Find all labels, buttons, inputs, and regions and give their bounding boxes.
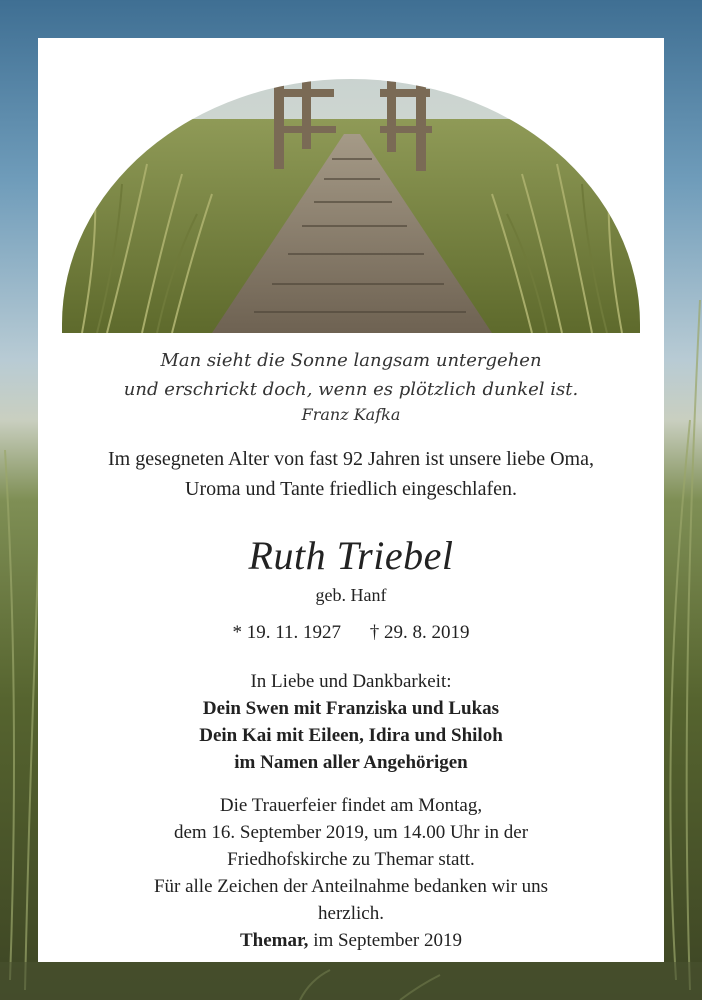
mourner-line: im Namen aller Angehörigen [234,752,468,773]
birth-date: * 19. 11. 1927 [232,622,342,643]
quote-line: und erschrickt doch, wenn es plötzlich dunkel ist. [123,379,579,400]
boardwalk-photo [62,64,640,333]
place: Themar, [239,930,309,951]
mourners-intro: In Liebe und Dankbarkeit: [250,671,452,692]
announcement-line: Uroma und Tante friedlich eingeschlafen. [185,478,517,500]
life-dates [38,620,664,646]
announcement [38,444,664,504]
announcement-line: Im gesegneten Alter von fast 92 Jahren ist unsere liebe Oma, [108,448,594,470]
service-line: dem 16. September 2019, um 14.00 Uhr in der [173,822,529,843]
deceased-name: Ruth Triebel [248,533,454,578]
death-date: † 29. 8. 2019 [369,622,470,643]
quote-author: Franz Kafka [301,405,401,424]
obituary-text [38,346,664,954]
quote-line: Man sieht die Sonne langsam untergehen [160,350,542,371]
service-line: Friedhofskirche zu Themar statt. [227,849,475,870]
obituary-card [38,38,664,962]
quote [38,346,664,426]
place-date [38,927,664,954]
maiden-name: geb. Hanf [315,585,387,605]
mourners-list [38,695,664,776]
service-line: herzlich. [318,903,384,924]
date: im September 2019 [313,930,462,951]
arch-image [62,64,640,333]
service-info [38,792,664,927]
service-line: Die Trauerfeier findet am Montag, [219,795,483,816]
service-line: Für alle Zeichen der Anteilnahme bedanken wir uns [153,876,549,897]
mourner-line: Dein Kai mit Eileen, Idira und Shiloh [199,725,503,746]
mourner-line: Dein Swen mit Franziska und Lukas [202,698,500,719]
